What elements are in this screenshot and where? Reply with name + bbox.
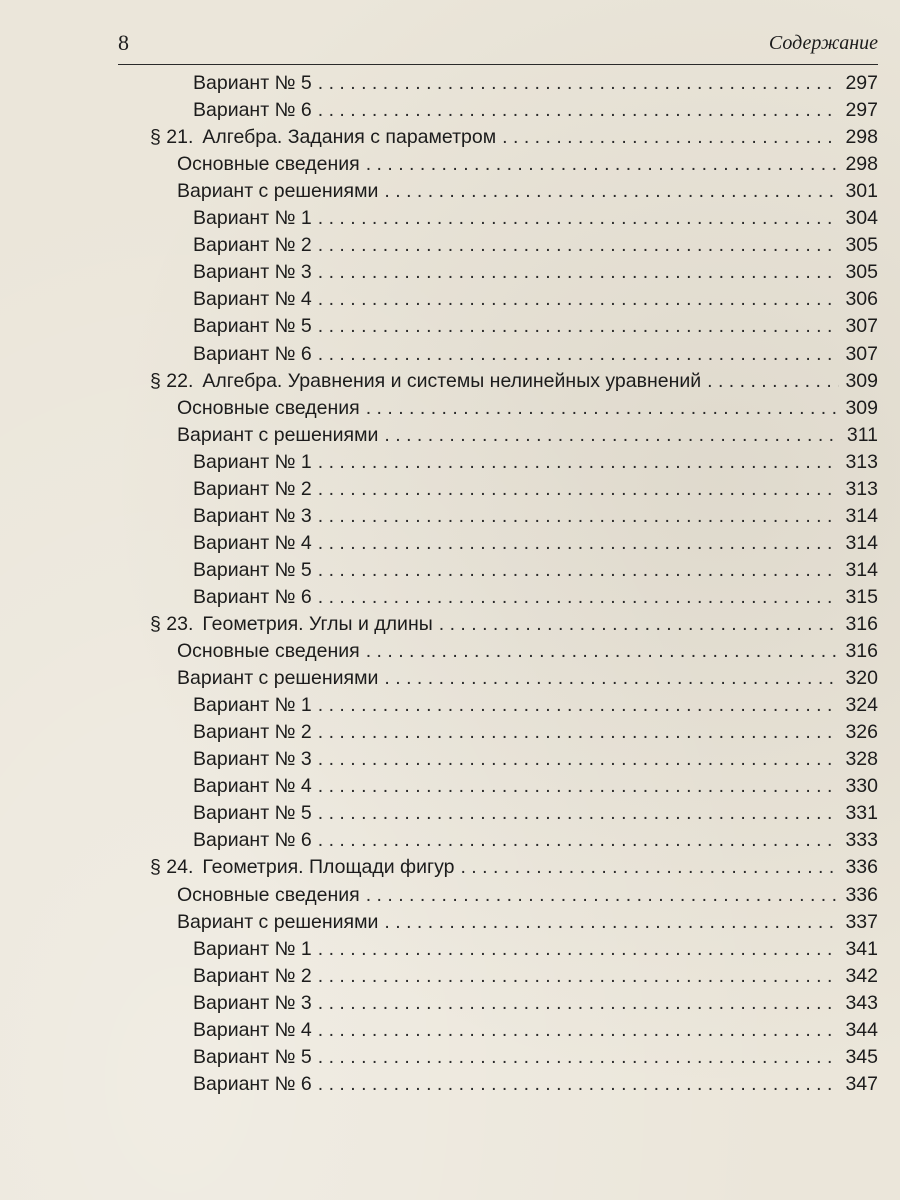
- toc-page-number: 307: [845, 342, 878, 365]
- toc-page-number: 345: [845, 1045, 878, 1068]
- toc-entry-label: Вариант № 5: [193, 558, 312, 581]
- toc-entry: [193, 259, 878, 286]
- toc-entry-label: Вариант № 6: [193, 1072, 312, 1095]
- toc-entry: [177, 665, 878, 692]
- toc-page-number: 314: [845, 531, 878, 554]
- toc-entry-label: Вариант № 3: [193, 991, 312, 1014]
- toc-entry-label: Вариант № 6: [193, 342, 312, 365]
- toc-entry: [177, 638, 878, 665]
- toc-entry: [193, 449, 878, 476]
- toc-entry: [193, 97, 878, 124]
- toc-page-number: 297: [845, 72, 878, 94]
- toc-page-number: 315: [845, 585, 878, 608]
- toc-entry: [177, 395, 878, 422]
- toc-page-number: 331: [845, 802, 878, 825]
- toc-entry-label: Вариант № 1: [193, 694, 312, 717]
- dot-leader: [366, 151, 840, 178]
- toc-entry-label: Вариант № 2: [193, 477, 312, 500]
- toc-entry: [193, 827, 878, 854]
- toc-page-number: 344: [845, 1018, 878, 1041]
- dot-leader: [318, 70, 840, 97]
- toc-entry: [193, 557, 878, 584]
- toc-page-number: 305: [845, 234, 878, 257]
- dot-leader: [318, 827, 840, 854]
- toc-section-entry: [150, 611, 878, 638]
- dot-leader: [318, 503, 840, 530]
- toc-page-number: 301: [845, 180, 878, 203]
- toc-entry: [193, 584, 878, 611]
- toc-page-number: 326: [845, 721, 878, 744]
- toc-entry-label: Основные сведения: [177, 640, 360, 663]
- toc-page-number: 347: [845, 1072, 878, 1095]
- toc-entry-label: Вариант № 5: [193, 802, 312, 825]
- dot-leader: [318, 800, 840, 827]
- toc-entry-label: Вариант № 2: [193, 234, 312, 257]
- toc-entry-label: Вариант № 6: [193, 829, 312, 852]
- toc-page-number: 337: [845, 910, 878, 933]
- toc-page-number: 336: [845, 883, 878, 906]
- dot-leader: [318, 97, 840, 124]
- toc-entry-label: Вариант № 1: [193, 207, 312, 230]
- toc-entry-label: Геометрия. Площади фигур: [202, 856, 455, 879]
- dot-leader: [318, 286, 840, 313]
- toc-page-number: 343: [845, 991, 878, 1014]
- toc-page-number: 328: [845, 748, 878, 771]
- toc-entry-label: Геометрия. Углы и длины: [202, 613, 433, 635]
- toc-entry-label: Вариант с решениями: [177, 180, 379, 203]
- toc-entry-label: Вариант № 4: [193, 288, 312, 311]
- toc-page-number: 314: [845, 504, 878, 527]
- toc-entry-label: Вариант № 4: [193, 1018, 312, 1041]
- toc-page-number: 304: [845, 207, 878, 230]
- toc-entry: [193, 692, 878, 719]
- toc-entry: [193, 70, 878, 97]
- dot-leader: [318, 449, 840, 476]
- toc-page-number: 306: [845, 288, 878, 311]
- toc-page-number: 341: [845, 937, 878, 960]
- toc-page-number: 298: [845, 153, 878, 176]
- dot-leader: [366, 882, 840, 909]
- toc-entry-label: Вариант № 4: [193, 775, 312, 798]
- dot-leader: [384, 665, 839, 692]
- toc-entry: [193, 963, 878, 990]
- dot-leader: [318, 746, 840, 773]
- dot-leader: [318, 557, 840, 584]
- toc-page-number: 316: [845, 640, 878, 663]
- toc-entry-label: Вариант № 3: [193, 261, 312, 284]
- dot-leader: [366, 638, 840, 665]
- toc-entry-label: Алгебра. Уравнения и системы нелинейных уравнений: [202, 369, 702, 392]
- toc-page-number: 305: [845, 261, 878, 284]
- toc-entry: [193, 1017, 878, 1044]
- toc-entry: [193, 773, 878, 800]
- toc-entry-label: Вариант с решениями: [177, 423, 379, 446]
- dot-leader: [460, 854, 839, 881]
- toc-entry-label: Основные сведения: [177, 883, 360, 906]
- page-header: [118, 28, 878, 65]
- toc-page-number: 309: [845, 369, 878, 392]
- dot-leader: [318, 963, 840, 990]
- toc-page-number: 313: [845, 477, 878, 500]
- dot-leader: [384, 909, 839, 936]
- dot-leader: [318, 990, 840, 1017]
- toc-entry-label: Вариант № 5: [193, 72, 312, 94]
- toc-page-number: 330: [845, 775, 878, 798]
- dot-leader: [384, 422, 840, 449]
- toc-page-number: 333: [845, 829, 878, 852]
- toc-page-number: 307: [845, 315, 878, 338]
- toc-entry-label: Вариант № 4: [193, 531, 312, 554]
- dot-leader: [502, 124, 839, 151]
- toc-page-number: 316: [845, 613, 878, 635]
- toc-entry-label: Вариант с решениями: [177, 667, 379, 690]
- toc-entry: [177, 178, 878, 205]
- toc-entry-label: Вариант № 3: [193, 748, 312, 771]
- dot-leader: [318, 1071, 840, 1098]
- dot-leader: [318, 1044, 840, 1071]
- page-number: 8: [118, 30, 129, 55]
- toc-page-number: 313: [845, 450, 878, 473]
- dot-leader: [318, 936, 840, 963]
- section-number: § 21.: [150, 126, 194, 149]
- dot-leader: [366, 395, 840, 422]
- toc-page-number: 336: [845, 856, 878, 879]
- toc-entry-label: Вариант № 5: [193, 315, 312, 338]
- toc-entry-label: Вариант № 6: [193, 585, 312, 608]
- toc-entry-label: Вариант № 1: [193, 450, 312, 473]
- toc-entry: [193, 286, 878, 313]
- dot-leader: [318, 584, 840, 611]
- dot-leader: [318, 476, 840, 503]
- toc-entry: [193, 232, 878, 259]
- toc-entry-label: Вариант № 5: [193, 1045, 312, 1068]
- toc-page-number: 324: [845, 694, 878, 717]
- toc-page-number: 314: [845, 558, 878, 581]
- dot-leader: [707, 368, 839, 395]
- running-title: Содержание: [768, 32, 878, 54]
- toc-entry: [193, 1044, 878, 1071]
- toc-entry-label: Вариант № 6: [193, 99, 312, 122]
- toc-entry: [193, 746, 878, 773]
- toc-section-entry: [150, 124, 878, 151]
- toc-page-number: 311: [846, 423, 878, 446]
- section-number: § 22.: [150, 369, 194, 392]
- dot-leader: [318, 341, 840, 368]
- section-number: § 24.: [150, 856, 194, 879]
- toc-entry: [193, 719, 878, 746]
- toc-entry-label: Вариант № 3: [193, 504, 312, 527]
- toc-entry: [193, 205, 878, 232]
- toc-entry-label: Вариант с решениями: [177, 910, 379, 933]
- toc-entry: [177, 882, 878, 909]
- toc-entry-label: Вариант № 2: [193, 964, 312, 987]
- toc-entry: [193, 476, 878, 503]
- toc-entry-label: Вариант № 1: [193, 937, 312, 960]
- toc-entry: [177, 909, 878, 936]
- toc-page-number: 297: [845, 99, 878, 122]
- dot-leader: [318, 773, 840, 800]
- toc-entry: [177, 422, 878, 449]
- toc-entry: [193, 313, 878, 340]
- toc-entry: [193, 936, 878, 963]
- toc-entry: [193, 341, 878, 368]
- dot-leader: [318, 1017, 840, 1044]
- toc-entry-label: Вариант № 2: [193, 721, 312, 744]
- toc-section-entry: [150, 368, 878, 395]
- dot-leader: [318, 232, 840, 259]
- toc-page-number: 298: [845, 126, 878, 149]
- toc-page-number: 320: [845, 667, 878, 690]
- toc-section-entry: [150, 854, 878, 881]
- dot-leader: [318, 259, 840, 286]
- toc-page-number: 309: [845, 396, 878, 419]
- toc-entry: [193, 1071, 878, 1098]
- dot-leader: [318, 530, 840, 557]
- toc-page-number: 342: [845, 964, 878, 987]
- dot-leader: [318, 719, 840, 746]
- dot-leader: [439, 611, 840, 638]
- toc-entry-label: Алгебра. Задания с параметром: [202, 126, 497, 149]
- dot-leader: [318, 205, 840, 232]
- dot-leader: [318, 313, 840, 340]
- toc-entry: [193, 800, 878, 827]
- dot-leader: [384, 178, 839, 205]
- toc-entry: [193, 503, 878, 530]
- toc-entry: [193, 530, 878, 557]
- dot-leader: [318, 692, 840, 719]
- toc-entry-label: Основные сведения: [177, 396, 360, 419]
- section-number: § 23.: [150, 613, 194, 635]
- toc-entry: [177, 151, 878, 178]
- toc-entry: [193, 990, 878, 1017]
- toc-entry-label: Основные сведения: [177, 153, 360, 176]
